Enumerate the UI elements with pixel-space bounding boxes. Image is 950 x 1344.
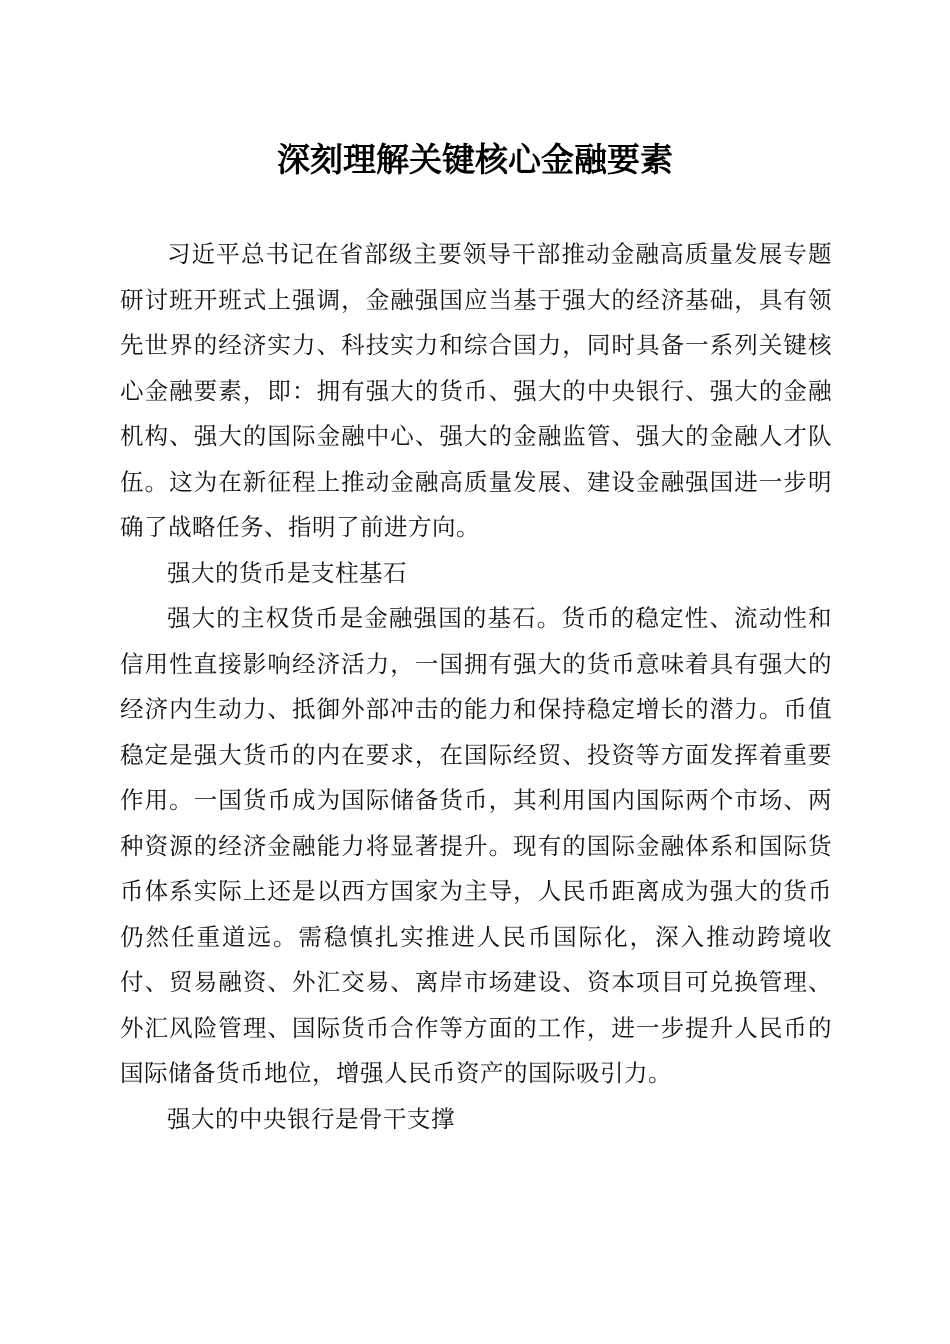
document-body bbox=[120, 232, 832, 1142]
currency-paragraph: 强大的主权货币是金融强国的基石。货币的稳定性、流动性和信用性直接影响经济活力，一国拥有强大的货币意味着具有强大的经济内生动力、抵御外部冲击的能力和保持稳定增长的潜力。币值稳定是强大货币的内在要求，在国际经贸、投资等方面发挥着重要作用。一国货币成为国际储备货币，其利用国内国际两个市场、两种资源的经济金融能力将显著提升。现有的国际金融体系和国际货币体系实际上还是以西方国家为主导，人民币距离成为强大的货币仍然任重道远。需稳慎扎实推进人民币国际化，深入推动跨境收付、贸易融资、外汇交易、离岸市场建设、资本项目可兑换管理、外汇风险管理、国际货币合作等方面的工作，进一步提升人民币的国际储备货币地位，增强人民币资产的国际吸引力。 bbox=[120, 604, 832, 1087]
section-heading-currency: 强大的货币是支柱基石 bbox=[167, 558, 407, 587]
document-title: 深刻理解关键核心金融要素 bbox=[277, 140, 673, 179]
intro-paragraph: 习近平总书记在省部级主要领导干部推动金融高质量发展专题研讨班开班式上强调，金融强国应当基于强大的经济基础，具有领先世界的经济实力、科技实力和综合国力，同时具备一系列关键核心金融要素，即：拥有强大的货币、强大的中央银行、强大的金融机构、强大的国际金融中心、强大的金融监管、强大的金融人才队伍。这为在新征程上推动金融高质量发展、建设金融强国进一步明确了战略任务、指明了前进方向。 bbox=[120, 240, 832, 541]
section-heading-central-bank: 强大的中央银行是骨干支撑 bbox=[167, 1104, 455, 1133]
